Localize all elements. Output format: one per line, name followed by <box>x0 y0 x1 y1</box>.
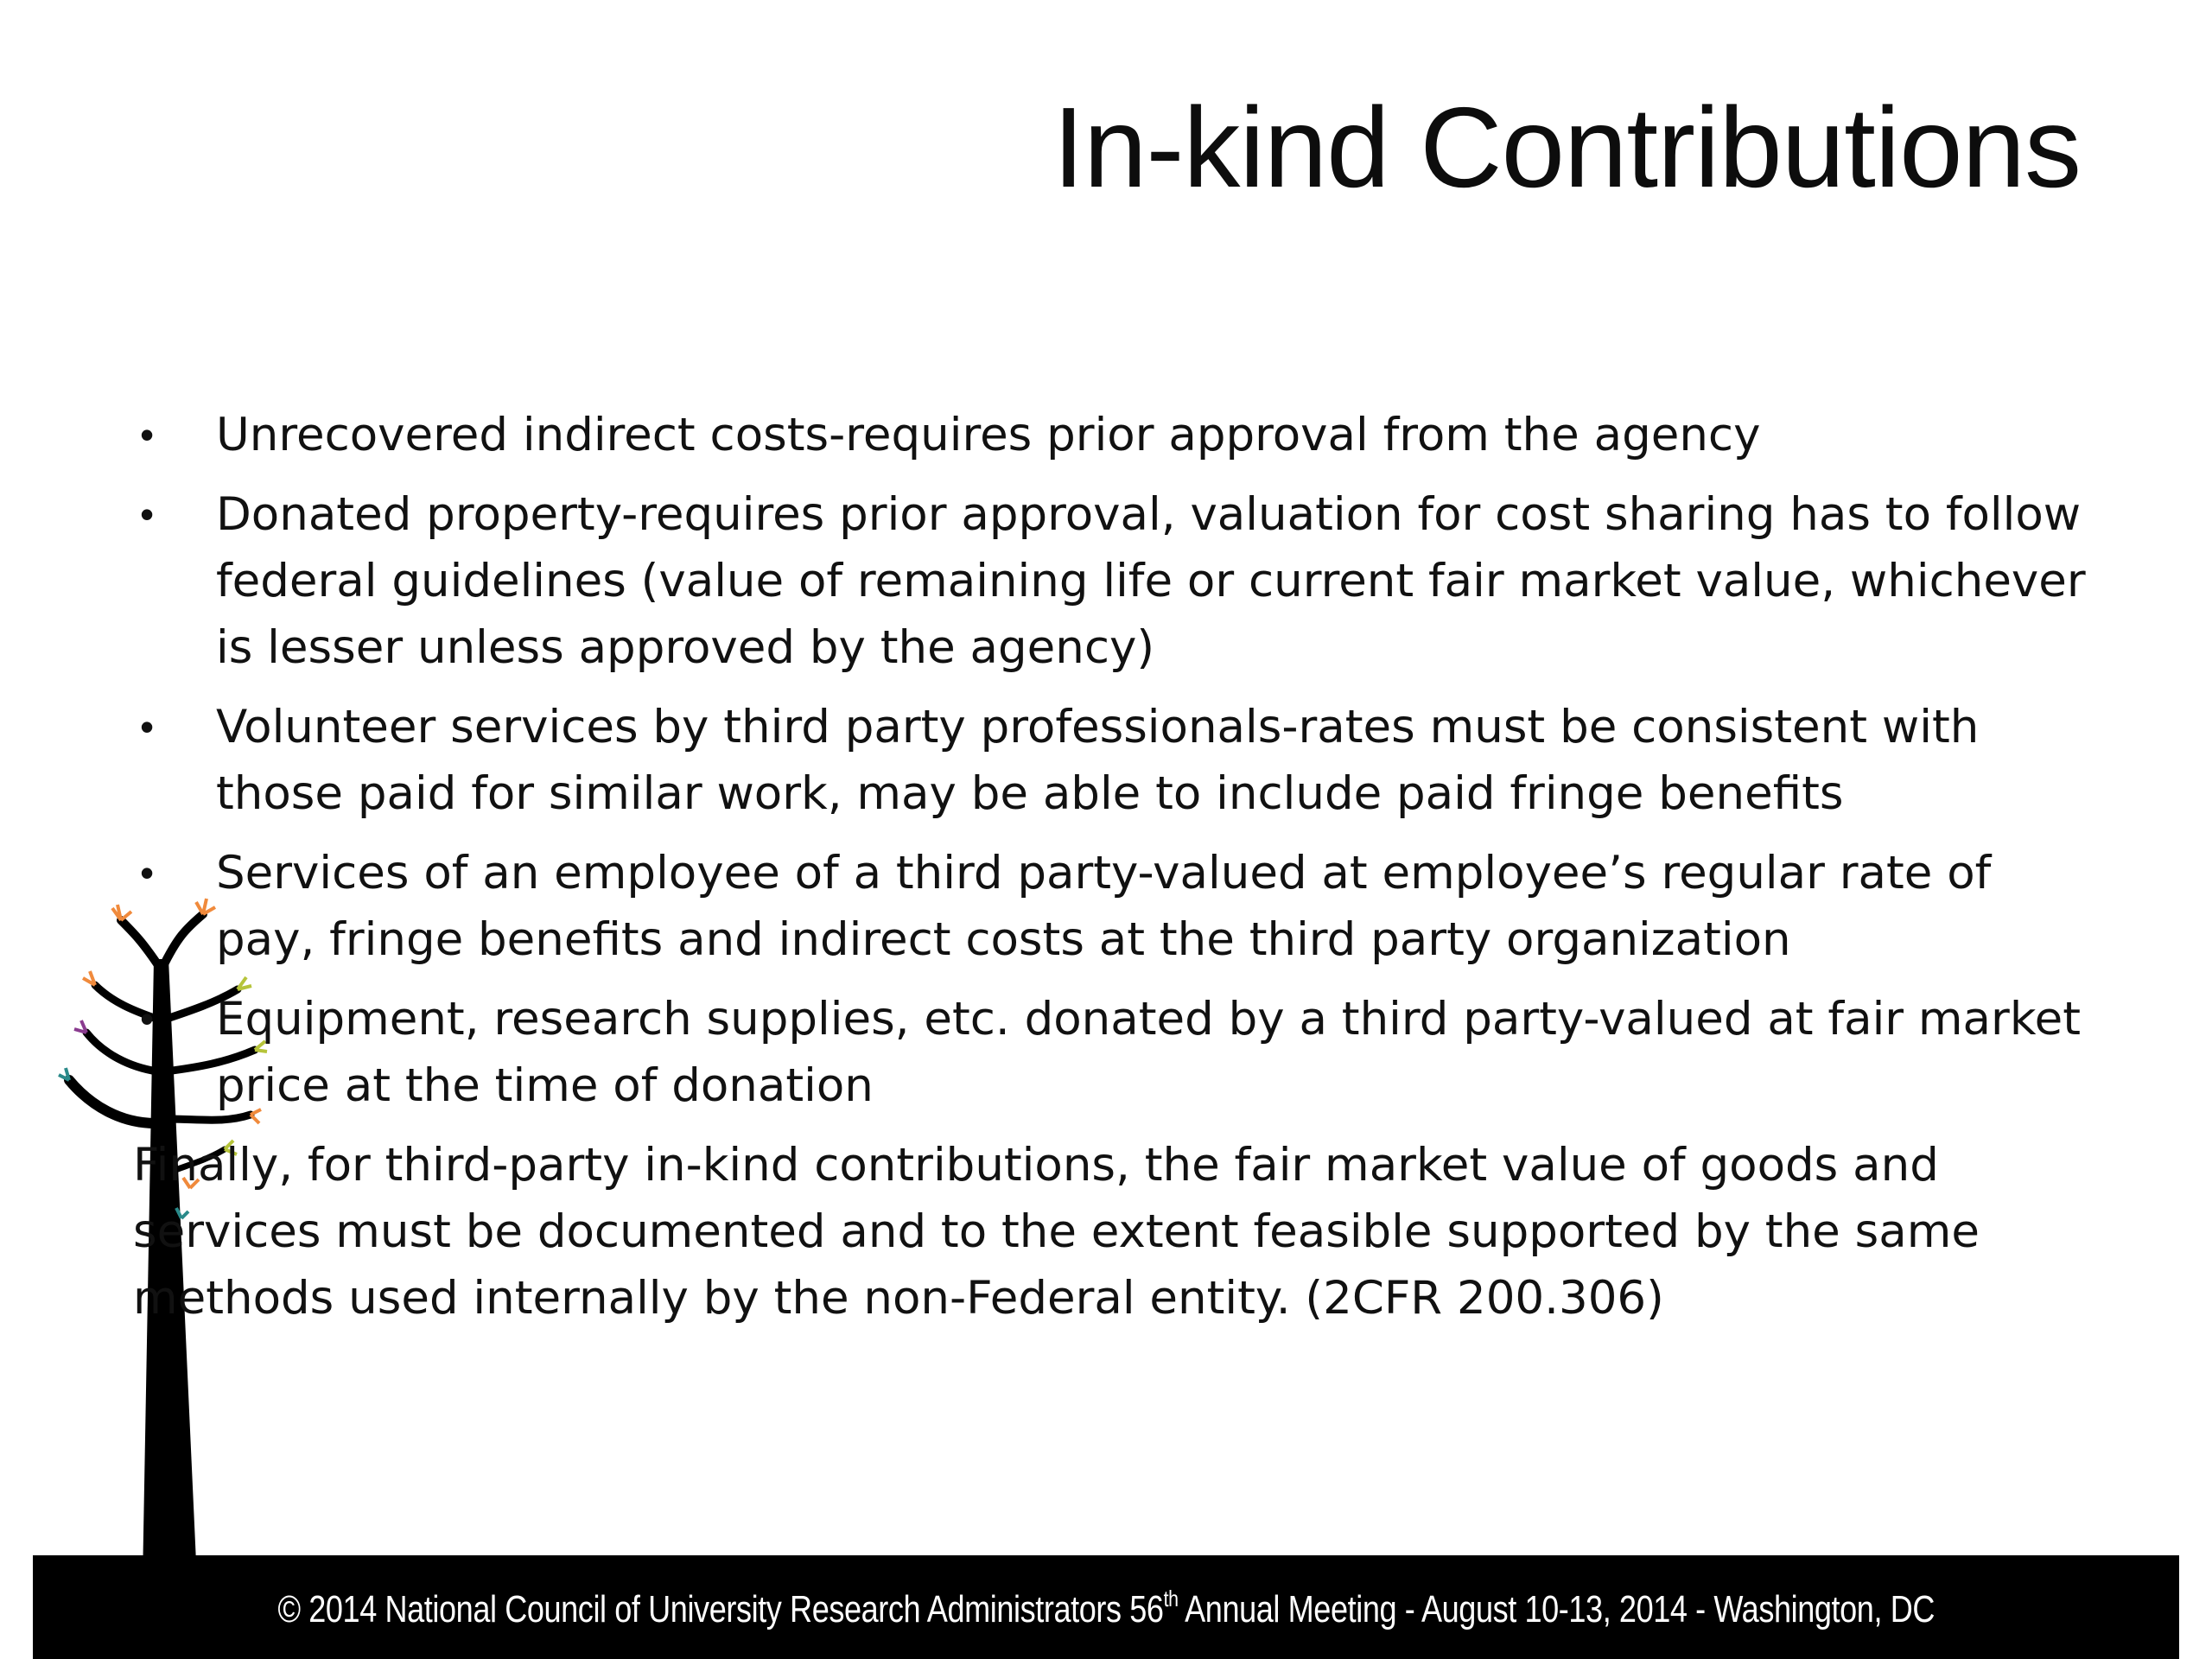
bullet-text: Equipment, research supplies, etc. donated by a third party-valued at fair market price at the time of donation <box>216 993 2082 1112</box>
list-item <box>130 481 2091 681</box>
bullet-text: Unrecovered indirect costs-requires prior approval from the agency <box>216 409 1761 461</box>
footer-text <box>277 1555 1935 1653</box>
list-item <box>130 694 2091 827</box>
list-item <box>130 986 2091 1119</box>
bullet-icon: • <box>139 850 155 895</box>
bullet-icon: • <box>139 492 155 537</box>
slide-title: In-kind Contributions <box>1052 84 2081 211</box>
bullet-list <box>130 402 2091 1119</box>
footer-superscript: th <box>1163 1586 1179 1611</box>
slide-body <box>130 402 2091 1332</box>
closing-paragraph: Finally, for third-party in-kind contributions, the fair market value of goods and services must be documented and to the extent feasible supported by the same methods used internally by the non-Federal entity. (2CFR 200.306) <box>133 1139 1980 1325</box>
bullet-text: Services of an employee of a third party-valued at employee’s regular rate of pay, fringe benefits and indirect costs at the third party organization <box>216 847 1992 966</box>
bullet-text: Donated property-requires prior approval, valuation for cost sharing has to follow federal guidelines (value of remaining life or current fair market value, whichever is lesser unless approved by the agency) <box>216 488 2086 674</box>
list-item <box>130 840 2091 973</box>
bullet-icon: • <box>139 704 155 749</box>
bullet-icon: • <box>139 412 155 457</box>
footer-bar <box>33 1555 2179 1659</box>
list-item <box>130 402 2091 468</box>
footer-suffix: Annual Meeting - August 10-13, 2014 - Washington, DC <box>1178 1588 1935 1630</box>
footer-prefix: © 2014 National Council of University Research Administrators 56 <box>277 1588 1164 1630</box>
bullet-icon: • <box>139 996 155 1041</box>
bullet-text: Volunteer services by third party professionals-rates must be consistent with those paid for similar work, may be able to include paid fringe benefits <box>216 701 1980 820</box>
